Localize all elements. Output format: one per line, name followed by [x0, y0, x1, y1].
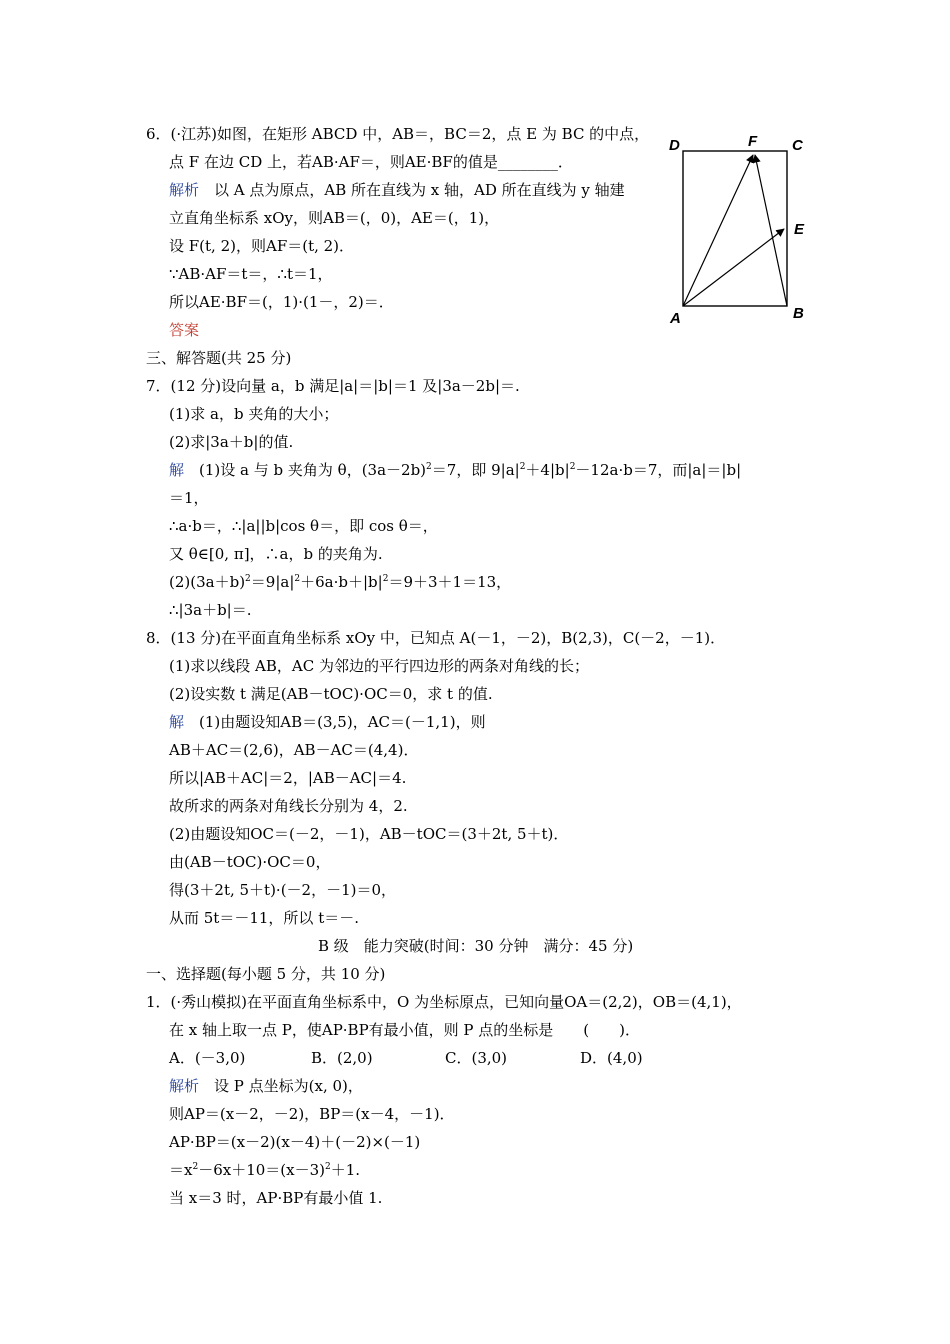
- rectangle-figure: [662, 128, 822, 328]
- vector-ae: [683, 229, 784, 306]
- problem-8-solution-6: 由(AB－tOC)·OC＝0，: [169, 853, 331, 871]
- label-f: F: [748, 133, 758, 150]
- problem-1-solution-4: $=x^2-6x+10=(x-3)^2+1$.: [169, 1161, 361, 1179]
- problem-1-solution-2: 则AP＝(x－2，－2)，BP＝(x－4，－1)．: [169, 1105, 455, 1123]
- problem-8-stem: 8．(13 分)在平面直角坐标系 xOy 中，已知点 A(－1，－2)，B(2,3)，C(－2，－1)．: [146, 629, 726, 647]
- jiexi-label: 解析: [169, 181, 200, 199]
- problem-8-solution-2: AB＋AC＝(2,6)，AB－AC＝(4,4)．: [169, 741, 419, 759]
- option-d: D．(4,0): [580, 1049, 643, 1067]
- section-heading: 一、选择题(每小题 5 分，共 10 分): [146, 965, 386, 983]
- problem-6-solution-4: ∵AB·AF＝t＝，∴t＝1，: [169, 265, 333, 283]
- option-a: A．(－3,0): [169, 1049, 246, 1067]
- problem-6-line-1: [146, 124, 649, 144]
- problem-1-solution-3: AP·BP＝(x－2)(x－4)＋(－2)×(－1): [169, 1133, 421, 1151]
- problem-8-solution-4: 故所求的两条对角线长分别为 4，2.: [169, 797, 408, 815]
- problem-1-stem-2: 在 x 轴上取一点 P，使AP·BP有最小值，则 P 点的坐标是 ( )．: [169, 1021, 641, 1039]
- problem-7-solution-3: ∴a·b＝，∴|a||b|cos θ＝，即 cos θ＝，: [169, 517, 438, 535]
- problem-6-solution-3: 设 F(t, 2)，则AF＝(t, 2)．: [169, 237, 355, 255]
- problem-6-solution-5: 所以AE·BF＝(，1)·(1－，2)＝．: [169, 293, 394, 311]
- problem-8-solution-8: 从而 5t＝－11，所以 t＝－.: [169, 909, 359, 927]
- problem-source: (·江苏): [170, 125, 218, 143]
- level-b-heading: B 级 能力突破(时间：30 分钟 满分：45 分): [318, 937, 634, 955]
- problem-7-stem: 7．(12 分)设向量 a，b 满足|a|＝|b|＝1 及|3a－2b|＝.: [146, 377, 520, 395]
- problem-7-solution-2: ＝1，: [169, 489, 209, 507]
- label-d: D: [669, 137, 680, 154]
- problem-7-q2: (2)求|3a＋b|的值.: [169, 433, 294, 451]
- label-b: B: [793, 305, 804, 322]
- problem-6-solution-2: 立直角坐标系 xOy，则AB＝(，0)，AE＝(，1)，: [169, 209, 500, 227]
- problem-6-solution-1: 解析 以 A 点为原点，AB 所在直线为 x 轴，AD 所在直线为 y 轴建: [169, 181, 625, 199]
- jiexi-label: 解析: [169, 1077, 200, 1095]
- problem-7-solution-5: $(2)(3a+b)^2=9|a|^2+6a\cdot b+|b|^2=9+3+1=13$，: [169, 573, 512, 591]
- problem-1-solution-5: 当 x＝3 时，AP·BP有最小值 1.: [169, 1189, 383, 1207]
- problem-8-solution-7: 得(3＋2t, 5＋t)·(－2，－1)＝0，: [169, 881, 397, 899]
- problem-8-q2: (2)设实数 t 满足(AB－tOC)·OC＝0，求 t 的值.: [169, 685, 493, 703]
- answer-label: 答案: [169, 321, 200, 339]
- problem-8-solution-3: 所以|AB＋AC|＝2，|AB－AC|＝4.: [169, 769, 407, 787]
- problem-7-solution-4: 又 θ∈[0, π]，∴a，b 的夹角为.: [169, 545, 383, 563]
- problem-1-stem-1: 1．(·秀山模拟)在平面直角坐标系中，O 为坐标原点，已知向量OA＝(2,2)，OB＝(4,1)，: [146, 993, 742, 1011]
- problem-7-q1: (1)求 a，b 夹角的大小；: [169, 405, 339, 423]
- problem-1-solution-1: 解析 设 P 点坐标为(x, 0)，: [169, 1077, 363, 1095]
- section-heading: 三、解答题(共 25 分): [146, 349, 292, 367]
- problem-8-solution-5: (2)由题设知OC＝(－2，－1)，AB－tOC＝(3＋2t, 5＋t)．: [169, 825, 569, 843]
- label-a: A: [670, 310, 681, 327]
- problem-6-line-2: 点 F 在边 CD 上，若AB·AF＝，则AE·BF的值是________．: [169, 153, 573, 171]
- jie-label: 解: [169, 713, 185, 731]
- option-b: B．(2,0): [311, 1049, 373, 1067]
- problem-stem: 如图，在矩形 ABCD 中，AB＝，BC＝2，点 E 为 BC 的中点，: [217, 125, 650, 143]
- option-c: C．(3,0): [445, 1049, 508, 1067]
- problem-8-q1: (1)求以线段 AB，AC 为邻边的平行四边形的两条对角线的长；: [169, 657, 589, 675]
- label-e: E: [794, 221, 805, 238]
- label-c: C: [792, 137, 803, 154]
- jie-label: 解: [169, 461, 185, 479]
- rectangle-abcd: [683, 151, 787, 306]
- problem-number: 6．: [146, 125, 171, 143]
- problem-8-solution-1: 解 (1)由题设知AB＝(3,5)，AC＝(－1,1)，则: [169, 713, 486, 731]
- problem-7-solution-1: 解 (1)设 a 与 b 夹角为 θ，$(3a-2b)^2=7$，即 $9|a|^2+4|b|^2-12a\cdot b=7$，而|a|＝|b|: [169, 461, 742, 479]
- problem-7-solution-6: ∴|3a＋b|＝.: [169, 601, 252, 619]
- vector-af: [683, 155, 753, 306]
